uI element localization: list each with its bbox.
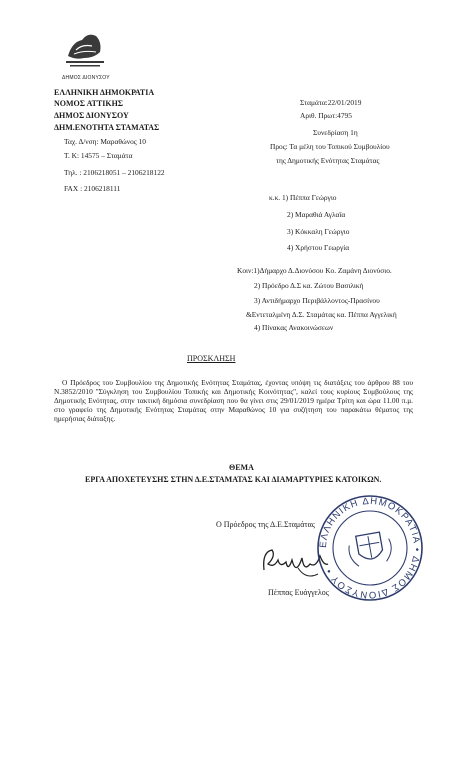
contact-address: Ταχ. Δ/νση: Μαραθώνος 10 [64, 137, 146, 146]
signature-role: Ο Πρόεδρος της Δ.Ε.Σταμάτας [216, 520, 315, 529]
org-line: ΔΗΜ.ΕΝΟΤΗΤΑ ΣΤΑΜΑΤΑΣ [54, 123, 160, 132]
invitation-body: Ο Πρόεδρος του Συμβουλίου της Δημοτικής Ενότητας Σταμάτας, έχοντας υπόψη τις διατάξεις του άρθρου 88 του Ν.3852/2010 ''Σύγκληση του Συμβουλίου Τοπικής και Δημοτικής Κοινότητας'', καλεί τους κυρίους Συμβούλους της Δημοτικής Ενότητας, στην τακτική δημόσια συνεδρίαση που θα γίνει στις 29/01/2019 ημέρα Τρίτη και ώρα 11.00 π.μ. στο γραφείο της Δημοτικής Ενότητας Σταμάτας στην Μαραθώνος 10 για συζήτηση του παρακάτω θέματος της ημερήσιας διάταξης. [54, 378, 413, 423]
org-line: ΝΟΜΟΣ ΑΤΤΙΚΗΣ [54, 99, 124, 108]
recipient-line: της Δημοτικής Ενότητας Σταμάτας [276, 156, 380, 165]
protocol-number: Αριθ. Πρωτ:4795 [300, 111, 352, 120]
cc-item: 3) Αντιδήμαρχο Περιβάλλοντος-Πρασίνου [254, 296, 380, 305]
stamp-crest-icon [347, 531, 394, 568]
recipient-line: Προς: Τα μέλη του Τοπικού Συμβουλίου [270, 142, 390, 151]
session-number: Συνεδρίαση 1η [313, 128, 358, 137]
cc-item: Κοιν:1)Δήμαρχο Δ.Διονύσου Κο. Ζαμάνη Διονύσιο. [237, 266, 392, 275]
contact-fax: FAX : 2106218111 [64, 184, 121, 193]
org-line: ΕΛΛΗΝΙΚΗ ΔΗΜΟΚΡΑΤΙΑ [54, 88, 155, 97]
cc-item: 2) Πρόεδρο Δ.Σ κα. Ζώτου Βασιλική [254, 281, 364, 290]
document-date: Σταμάτα:22/01/2019 [300, 98, 362, 107]
cc-item: &Εντεταλμένη Δ.Σ. Σταμάτας κα. Πέππα Αγγελική [246, 310, 397, 319]
signature-name: Πέππας Ευάγγελος [268, 588, 329, 597]
contact-postcode: Τ. Κ: 14575 – Σταμάτα [64, 151, 133, 160]
municipality-logo [62, 28, 110, 81]
member-item: 3) Κόκκαλη Γεώργιο [287, 227, 350, 236]
invitation-title: ΠΡΟΣΚΛΗΣΗ [187, 354, 236, 363]
member-item: 4) Χρήστου Γεωργία [287, 243, 350, 252]
stamp-ring-text: ΕΛΛΗΝΙΚΗ ΔΗΜΟΚΡΑΤΙΑ • ΔΗΜΟΣ ΔΙΟΝΥΣΟΥ • [317, 495, 423, 601]
member-item: 2) Μαραθιά Αγλαΐα [287, 210, 346, 219]
official-stamp [314, 492, 426, 604]
subject-title: ΘΕΜΑ [229, 463, 254, 472]
logo-caption: ΔΗΜΟΣ ΔΙΟΝΥΣΟΥ [62, 75, 110, 81]
logo-emblem-icon [62, 28, 108, 70]
member-item: κ.κ. 1) Πέππα Γεώργιο [269, 193, 337, 202]
contact-phone: Τηλ. : 2106218051 – 2106218122 [64, 168, 165, 177]
org-line: ΔΗΜΟΣ ΔΙΟΝΥΣΟΥ [54, 111, 129, 120]
subject-text: ΕΡΓΑ ΑΠΟΧΕΤΕΥΣΗΣ ΣΤΗΝ Δ.Ε.ΣΤΑΜΑΤΑΣ ΚΑΙ ΔΙΑΜΑΡΤΥΡΙΕΣ ΚΑΤΟΙΚΩΝ. [85, 475, 382, 484]
cc-item: 4) Πίνακας Ανακοινώσεων [254, 323, 334, 332]
